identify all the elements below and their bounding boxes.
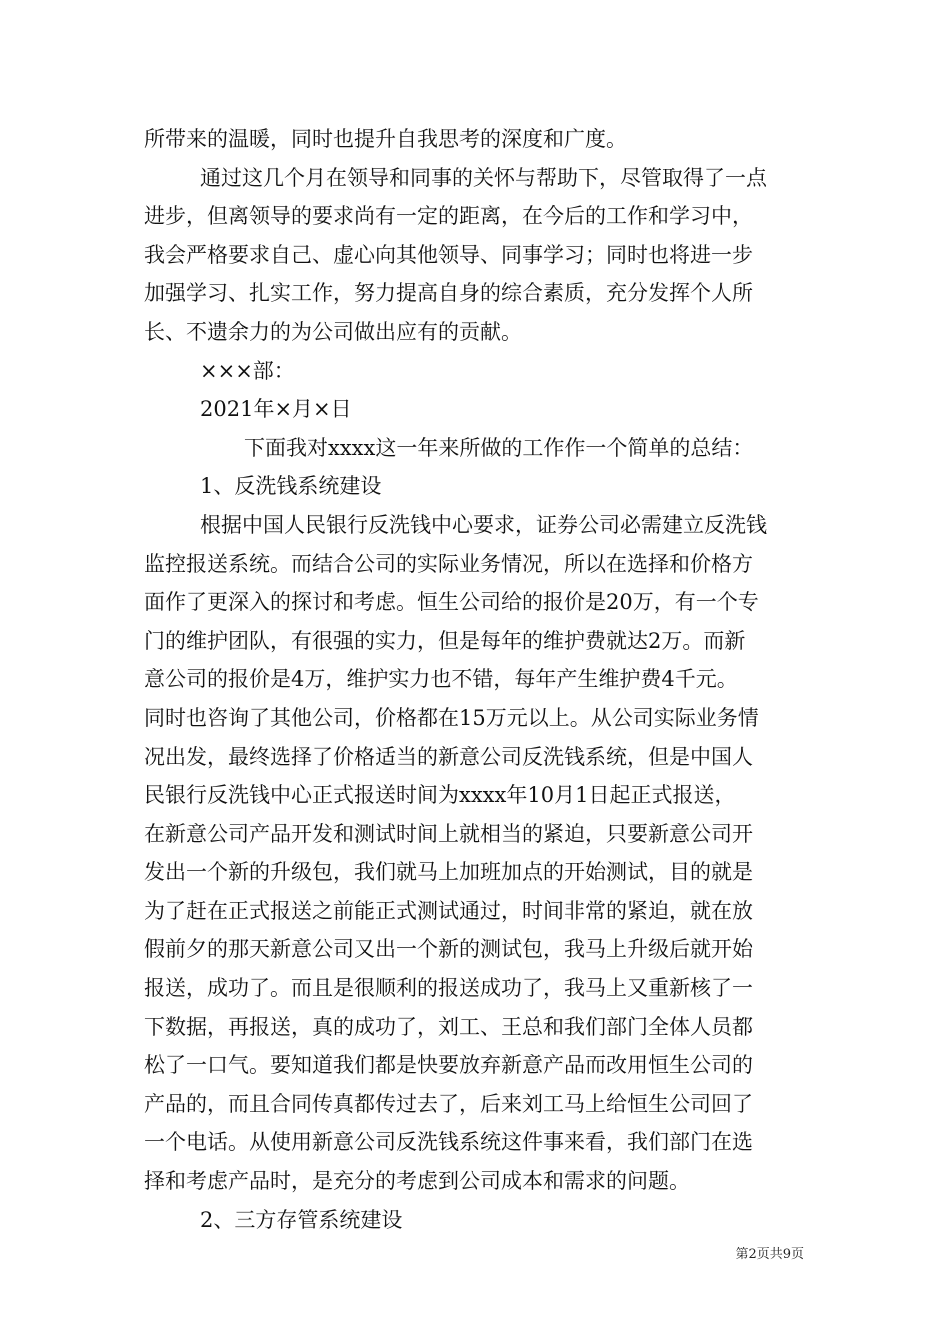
text-line: 一个电话。从使用新意公司反洗钱系统这件事来看，我们部门在选 xyxy=(144,1130,753,1155)
text-line: 进步，但离领导的要求尚有一定的距离，在今后的工作和学习中， xyxy=(144,204,753,229)
text-line: 松了一口气。要知道我们都是快要放弃新意产品而改用恒生公司的 xyxy=(144,1053,753,1078)
text-line: 根据中国人民银行反洗钱中心要求，证券公司必需建立反洗钱 xyxy=(200,512,767,537)
section-heading: 1、反洗钱系统建设 xyxy=(200,474,382,499)
text-line: 产品的，而且合同传真都传过去了，后来刘工马上给恒生公司回了 xyxy=(144,1091,753,1116)
text-line: 我会严格要求自己、虚心向其他领导、同事学习；同时也将进一步 xyxy=(144,242,753,267)
text-line: 择和考虑产品时，是充分的考虑到公司成本和需求的问题。 xyxy=(144,1169,690,1194)
text-line: 在新意公司产品开发和测试时间上就相当的紧迫，只要新意公司开 xyxy=(144,821,753,846)
text-line: 为了赶在正式报送之前能正式测试通过，时间非常的紧迫，就在放 xyxy=(144,898,753,923)
section-heading: 2、三方存管系统建设 xyxy=(200,1207,403,1232)
text-line: 长、不遗余力的为公司做出应有的贡献。 xyxy=(144,319,522,344)
text-line: 意公司的报价是4万，维护实力也不错，每年产生维护费4千元。 xyxy=(144,667,738,692)
department-signature: ×××部： xyxy=(200,358,295,383)
text-line: 面作了更深入的探讨和考虑。恒生公司给的报价是20万，有一个专 xyxy=(144,590,759,615)
text-line: 民银行反洗钱中心正式报送时间为xxxx年10月1日起正式报送， xyxy=(144,783,736,808)
text-line: 通过这几个月在领导和同事的关怀与帮助下，尽管取得了一点 xyxy=(200,165,767,190)
text-line: 所带来的温暖，同时也提升自我思考的深度和广度。 xyxy=(144,127,627,151)
text-line: 监控报送系统。而结合公司的实际业务情况，所以在选择和价格方 xyxy=(144,551,753,576)
text-line: 报送，成功了。而且是很顺利的报送成功了，我马上又重新核了一 xyxy=(144,976,753,1001)
text-line: 门的维护团队，有很强的实力，但是每年的维护费就达2万。而新 xyxy=(144,628,746,653)
text-line: 下数据，再报送，真的成功了，刘工、王总和我们部门全体人员都 xyxy=(144,1014,753,1039)
text-line: 同时也咨询了其他公司，价格都在15万元以上。从公司实际业务情 xyxy=(144,705,759,730)
text-line: 况出发，最终选择了价格适当的新意公司反洗钱系统，但是中国人 xyxy=(144,744,753,769)
document-body xyxy=(144,120,808,1239)
text-line: 加强学习、扎实工作，努力提高自身的综合素质，充分发挥个人所 xyxy=(144,281,753,306)
text-line: 假前夕的那天新意公司又出一个新的测试包，我马上升级后就开始 xyxy=(144,937,753,962)
text-line: 下面我对xxxx这一年来所做的工作作一个简单的总结： xyxy=(244,435,754,460)
text-line: 发出一个新的升级包，我们就马上加班加点的开始测试，目的就是 xyxy=(144,860,753,885)
date-line: 2021年×月×日 xyxy=(200,397,352,422)
page-number: 第2页共9页 xyxy=(735,1247,804,1262)
